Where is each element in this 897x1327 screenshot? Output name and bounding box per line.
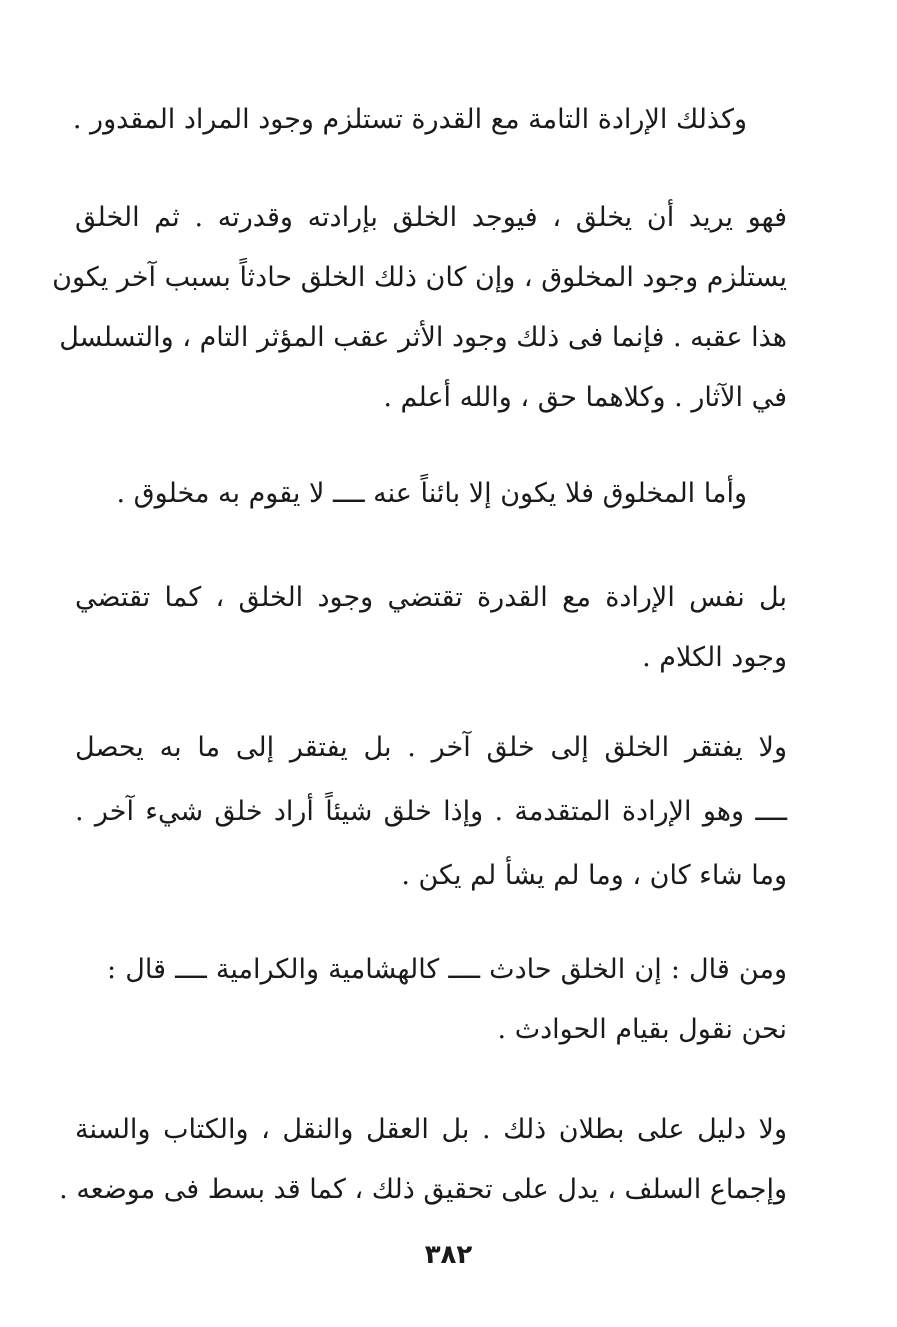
paragraph-3-line-1: وأما المخلوق فلا يكون إلا بائناً عنه ــــ لا يقوم به مخلوق . [116, 478, 747, 509]
paragraph-5-line-1: ولا يفتقر الخلق إلى خلق آخر . بل يفتقر إلى ما به يحصل [75, 732, 787, 763]
paragraph-2-line-3: هذا عقبه . فإنما فى ذلك وجود الأثر عقب المؤثر التام ، والتسلسل [59, 322, 787, 353]
paragraph-6-line-1: ومن قال : إن الخلق حادث ــــ كالهشامية والكرامية ــــ قال : [107, 954, 787, 985]
paragraph-2-line-1: فهو يريد أن يخلق ، فيوجد الخلق بإرادته وقدرته . ثم الخلق [75, 202, 787, 233]
paragraph-5-line-2: ــــ وهو الإرادة المتقدمة . وإذا خلق شيئاً أراد خلق شيء آخر . [75, 796, 787, 827]
paragraph-7-line-1: ولا دليل على بطلان ذلك . بل العقل والنقل ، والكتاب والسنة [75, 1114, 787, 1145]
page-number: ٣٨٢ [424, 1240, 473, 1270]
paragraph-2-line-4: في الآثار . وكلاهما حق ، والله أعلم . [383, 382, 787, 413]
paragraph-2-line-2: يستلزم وجود المخلوق ، وإن كان ذلك الخلق حادثاً بسبب آخر يكون [52, 262, 787, 293]
paragraph-1-line-1: وكذلك الإرادة التامة مع القدرة تستلزم وجود المراد المقدور . [72, 104, 747, 135]
paragraph-5-line-3: وما شاء كان ، وما لم يشأ لم يكن . [401, 860, 787, 891]
paragraph-4-line-2: وجود الكلام . [642, 642, 787, 673]
paragraph-4-line-1: بل نفس الإرادة مع القدرة تقتضي وجود الخلق ، كما تقتضي [75, 582, 787, 613]
paragraph-6-line-2: نحن نقول بقيام الحوادث . [497, 1014, 787, 1045]
paragraph-7-line-2: وإجماع السلف ، يدل على تحقيق ذلك ، كما قد بسط فى موضعه . [59, 1174, 787, 1205]
